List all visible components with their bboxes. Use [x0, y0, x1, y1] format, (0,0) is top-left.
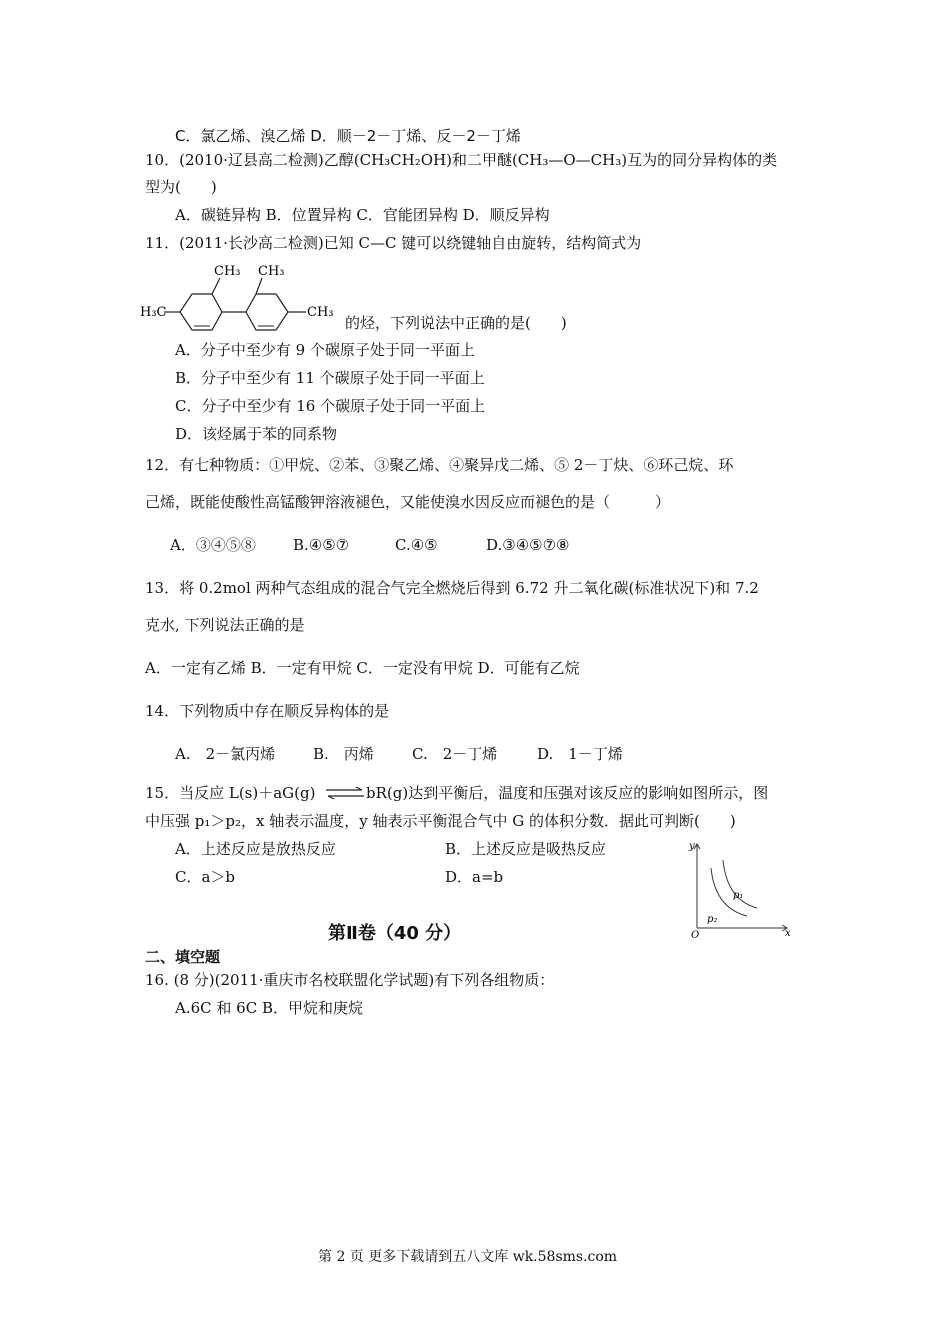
q15-option-b: B．上述反应是吸热反应	[445, 840, 607, 858]
q15-graph	[685, 838, 795, 940]
q14-option-b: B. 丙烯	[313, 745, 374, 763]
q11-option-a: A．分子中至少有 9 个碳原子处于同一平面上	[175, 341, 475, 359]
q11-stem-line1: 11．(2011·长沙高二检测)已知 C—C 键可以绕键轴自由旋转，结构简式为	[145, 234, 642, 252]
q11-option-b: B．分子中至少有 11 个碳原子处于同一平面上	[175, 369, 485, 387]
q11-option-c: C．分子中至少有 16 个碳原子处于同一平面上	[175, 397, 486, 415]
q15-option-a: A．上述反应是放热反应	[175, 840, 336, 858]
q15-option-c: C．a＞b	[175, 868, 236, 886]
structure-ch3-label-2: CH₃	[258, 264, 285, 279]
q13-stem-line1: 13．将 0.2mol 两种气态组成的混合气完全燃烧后得到 6.72 升二氧化碳(标准状况下)和 7.2	[145, 579, 759, 597]
q12-option-c: C.④⑤	[395, 536, 438, 554]
structure-ch3-label-3: CH₃	[307, 305, 334, 320]
biphenyl-structure	[140, 258, 340, 338]
q12-option-a: A．③④⑤⑧	[170, 536, 256, 554]
q15-option-d: D．a=b	[445, 868, 504, 886]
q11-option-d: D．该烃属于苯的同系物	[175, 425, 338, 443]
q15-stem-line1-b: bR(g)达到平衡后，温度和压强对该反应的影响如图所示，图	[366, 784, 769, 802]
q14-option-d: D. 1－丁烯	[537, 745, 623, 763]
q14-stem: 14．下列物质中存在顺反异构体的是	[145, 702, 390, 720]
q14-option-c: C. 2－丁烯	[412, 745, 498, 763]
graph-y-label: y	[689, 841, 695, 852]
equilibrium-arrow-icon	[324, 786, 366, 800]
q11-stem-after-structure: 的烃，下列说法中正确的是( )	[345, 314, 567, 332]
part2-title: 第Ⅱ卷（40 分）	[328, 923, 462, 944]
q12-stem-line2: 己烯，既能使酸性高锰酸钾溶液褪色，又能使溴水因反应而褪色的是（ ）	[145, 493, 671, 511]
q16-stem: 16. (8 分)(2011·重庆市名校联盟化学试题)有下列各组物质：	[145, 971, 555, 989]
q12-option-d: D.③④⑤⑦⑧	[486, 536, 570, 554]
q9-option-c: C．氯乙烯、溴乙烯 D．顺－2－丁烯、反－2－丁烯	[175, 127, 521, 145]
q10-options: A．碳链异构 B．位置异构 C．官能团异构 D．顺反异构	[175, 206, 550, 224]
q15-stem-line1-a: 15．当反应 L(s)＋aG(g)	[145, 784, 316, 802]
graph-origin-label: O	[691, 930, 700, 940]
q15-stem-line2: 中压强 p₁＞p₂，x 轴表示温度，y 轴表示平衡混合气中 G 的体积分数．据此可判断( )	[145, 812, 736, 830]
graph-x-label: x	[785, 928, 791, 939]
page-footer: 第 2 页 更多下载请到五八文库 wk.58sms.com	[318, 1249, 618, 1265]
q16-options: A.6C 和 6C B．甲烷和庚烷	[175, 999, 363, 1017]
q13-options: A．一定有乙烯 B．一定有甲烷 C．一定没有甲烷 D．可能有乙烷	[145, 659, 580, 677]
q10-stem-line2: 型为( )	[145, 178, 217, 196]
q14-option-a: A. 2－氯丙烯	[175, 745, 276, 763]
q12-stem-line1: 12．有七种物质：①甲烷、②苯、③聚乙烯、④聚异戊二烯、⑤ 2－丁炔、⑥环己烷、环	[145, 456, 734, 474]
section-fill-in-heading: 二、填空题	[145, 948, 221, 966]
q12-option-b: B.④⑤⑦	[293, 536, 350, 554]
graph-p2-label: p₂	[707, 914, 718, 925]
structure-h3c-label: H₃C	[140, 305, 167, 320]
structure-ch3-label-1: CH₃	[214, 264, 241, 279]
q10-stem-line1: 10．(2010·辽县高二检测)乙醇(CH₃CH₂OH)和二甲醚(CH₃—O—CH₃)互为的同分异构体的类	[145, 151, 778, 169]
q13-stem-line2: 克水, 下列说法正确的是	[145, 616, 305, 634]
graph-p1-label: p₁	[733, 890, 744, 901]
